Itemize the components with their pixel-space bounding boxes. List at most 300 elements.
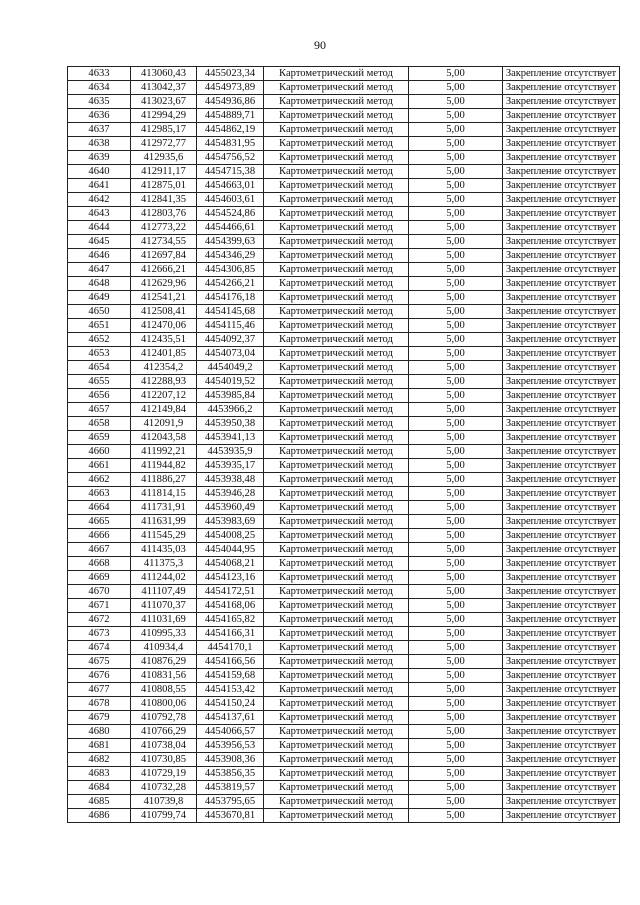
fixing-cell: Закрепление отсутствует <box>503 473 620 487</box>
method-cell: Картометрический метод <box>264 319 409 333</box>
fixing-cell: Закрепление отсутствует <box>503 613 620 627</box>
fixing-cell: Закрепление отсутствует <box>503 781 620 795</box>
table-row <box>68 683 620 697</box>
point-number-cell: 4651 <box>68 319 131 333</box>
fixing-cell: Закрепление отсутствует <box>503 459 620 473</box>
table-row <box>68 571 620 585</box>
fixing-cell: Закрепление отсутствует <box>503 319 620 333</box>
point-number-cell: 4666 <box>68 529 131 543</box>
method-cell: Картометрический метод <box>264 417 409 431</box>
y-coordinate-cell: 4454466,61 <box>197 221 264 235</box>
x-coordinate-cell: 412985,17 <box>131 123 197 137</box>
fixing-cell: Закрепление отсутствует <box>503 711 620 725</box>
method-cell: Картометрический метод <box>264 487 409 501</box>
table-row <box>68 473 620 487</box>
point-number-cell: 4667 <box>68 543 131 557</box>
accuracy-cell: 5,00 <box>409 165 503 179</box>
x-coordinate-cell: 412401,85 <box>131 347 197 361</box>
point-number-cell: 4685 <box>68 795 131 809</box>
x-coordinate-cell: 412935,6 <box>131 151 197 165</box>
x-coordinate-cell: 412911,17 <box>131 165 197 179</box>
point-number-cell: 4670 <box>68 585 131 599</box>
accuracy-cell: 5,00 <box>409 599 503 613</box>
x-coordinate-cell: 411992,21 <box>131 445 197 459</box>
method-cell: Картометрический метод <box>264 123 409 137</box>
point-number-cell: 4674 <box>68 641 131 655</box>
x-coordinate-cell: 412994,29 <box>131 109 197 123</box>
accuracy-cell: 5,00 <box>409 683 503 697</box>
y-coordinate-cell: 4454044,95 <box>197 543 264 557</box>
accuracy-cell: 5,00 <box>409 725 503 739</box>
y-coordinate-cell: 4454889,71 <box>197 109 264 123</box>
y-coordinate-cell: 4454137,61 <box>197 711 264 725</box>
x-coordinate-cell: 410831,56 <box>131 669 197 683</box>
accuracy-cell: 5,00 <box>409 529 503 543</box>
method-cell: Картометрический метод <box>264 781 409 795</box>
accuracy-cell: 5,00 <box>409 207 503 221</box>
fixing-cell: Закрепление отсутствует <box>503 753 620 767</box>
accuracy-cell: 5,00 <box>409 641 503 655</box>
x-coordinate-cell: 410799,74 <box>131 809 197 823</box>
x-coordinate-cell: 410995,33 <box>131 627 197 641</box>
table-row <box>68 515 620 529</box>
y-coordinate-cell: 4454524,86 <box>197 207 264 221</box>
method-cell: Картометрический метод <box>264 627 409 641</box>
table-row <box>68 641 620 655</box>
method-cell: Картометрический метод <box>264 697 409 711</box>
y-coordinate-cell: 4454150,24 <box>197 697 264 711</box>
coordinates-table-body <box>68 67 620 823</box>
fixing-cell: Закрепление отсутствует <box>503 193 620 207</box>
method-cell: Картометрический метод <box>264 95 409 109</box>
fixing-cell: Закрепление отсутствует <box>503 585 620 599</box>
method-cell: Картометрический метод <box>264 109 409 123</box>
y-coordinate-cell: 4454306,85 <box>197 263 264 277</box>
method-cell: Картометрический метод <box>264 221 409 235</box>
method-cell: Картометрический метод <box>264 515 409 529</box>
fixing-cell: Закрепление отсутствует <box>503 487 620 501</box>
fixing-cell: Закрепление отсутствует <box>503 403 620 417</box>
y-coordinate-cell: 4454170,1 <box>197 641 264 655</box>
fixing-cell: Закрепление отсутствует <box>503 739 620 753</box>
x-coordinate-cell: 412508,41 <box>131 305 197 319</box>
table-row <box>68 417 620 431</box>
point-number-cell: 4644 <box>68 221 131 235</box>
accuracy-cell: 5,00 <box>409 459 503 473</box>
accuracy-cell: 5,00 <box>409 347 503 361</box>
table-row <box>68 277 620 291</box>
point-number-cell: 4686 <box>68 809 131 823</box>
fixing-cell: Закрепление отсутствует <box>503 599 620 613</box>
accuracy-cell: 5,00 <box>409 109 503 123</box>
table-row <box>68 263 620 277</box>
y-coordinate-cell: 4453966,2 <box>197 403 264 417</box>
fixing-cell: Закрепление отсутствует <box>503 305 620 319</box>
method-cell: Картометрический метод <box>264 501 409 515</box>
fixing-cell: Закрепление отсутствует <box>503 81 620 95</box>
fixing-cell: Закрепление отсутствует <box>503 361 620 375</box>
method-cell: Картометрический метод <box>264 753 409 767</box>
accuracy-cell: 5,00 <box>409 319 503 333</box>
x-coordinate-cell: 411107,49 <box>131 585 197 599</box>
y-coordinate-cell: 4454073,04 <box>197 347 264 361</box>
method-cell: Картометрический метод <box>264 333 409 347</box>
x-coordinate-cell: 412972,77 <box>131 137 197 151</box>
accuracy-cell: 5,00 <box>409 305 503 319</box>
method-cell: Картометрический метод <box>264 669 409 683</box>
x-coordinate-cell: 411244,02 <box>131 571 197 585</box>
point-number-cell: 4643 <box>68 207 131 221</box>
accuracy-cell: 5,00 <box>409 739 503 753</box>
accuracy-cell: 5,00 <box>409 151 503 165</box>
table-row <box>68 333 620 347</box>
x-coordinate-cell: 412803,76 <box>131 207 197 221</box>
y-coordinate-cell: 4454166,56 <box>197 655 264 669</box>
point-number-cell: 4659 <box>68 431 131 445</box>
point-number-cell: 4639 <box>68 151 131 165</box>
point-number-cell: 4671 <box>68 599 131 613</box>
method-cell: Картометрический метод <box>264 529 409 543</box>
accuracy-cell: 5,00 <box>409 473 503 487</box>
method-cell: Картометрический метод <box>264 403 409 417</box>
accuracy-cell: 5,00 <box>409 193 503 207</box>
table-row <box>68 725 620 739</box>
x-coordinate-cell: 411070,37 <box>131 599 197 613</box>
y-coordinate-cell: 4453795,65 <box>197 795 264 809</box>
point-number-cell: 4641 <box>68 179 131 193</box>
fixing-cell: Закрепление отсутствует <box>503 641 620 655</box>
fixing-cell: Закрепление отсутствует <box>503 809 620 823</box>
fixing-cell: Закрепление отсутствует <box>503 123 620 137</box>
accuracy-cell: 5,00 <box>409 235 503 249</box>
accuracy-cell: 5,00 <box>409 417 503 431</box>
x-coordinate-cell: 412091,9 <box>131 417 197 431</box>
accuracy-cell: 5,00 <box>409 501 503 515</box>
x-coordinate-cell: 410738,04 <box>131 739 197 753</box>
x-coordinate-cell: 411435,03 <box>131 543 197 557</box>
table-row <box>68 767 620 781</box>
fixing-cell: Закрепление отсутствует <box>503 501 620 515</box>
point-number-cell: 4633 <box>68 67 131 81</box>
table-row <box>68 557 620 571</box>
point-number-cell: 4662 <box>68 473 131 487</box>
table-row <box>68 95 620 109</box>
accuracy-cell: 5,00 <box>409 781 503 795</box>
point-number-cell: 4642 <box>68 193 131 207</box>
accuracy-cell: 5,00 <box>409 711 503 725</box>
point-number-cell: 4660 <box>68 445 131 459</box>
point-number-cell: 4675 <box>68 655 131 669</box>
y-coordinate-cell: 4454068,21 <box>197 557 264 571</box>
table-row <box>68 389 620 403</box>
x-coordinate-cell: 413023,67 <box>131 95 197 109</box>
point-number-cell: 4653 <box>68 347 131 361</box>
point-number-cell: 4683 <box>68 767 131 781</box>
point-number-cell: 4654 <box>68 361 131 375</box>
method-cell: Картометрический метод <box>264 389 409 403</box>
method-cell: Картометрический метод <box>264 725 409 739</box>
y-coordinate-cell: 4454165,82 <box>197 613 264 627</box>
method-cell: Картометрический метод <box>264 767 409 781</box>
y-coordinate-cell: 4454831,95 <box>197 137 264 151</box>
accuracy-cell: 5,00 <box>409 753 503 767</box>
y-coordinate-cell: 4453935,9 <box>197 445 264 459</box>
x-coordinate-cell: 410739,8 <box>131 795 197 809</box>
x-coordinate-cell: 411631,99 <box>131 515 197 529</box>
y-coordinate-cell: 4453819,57 <box>197 781 264 795</box>
accuracy-cell: 5,00 <box>409 361 503 375</box>
point-number-cell: 4645 <box>68 235 131 249</box>
y-coordinate-cell: 4454159,68 <box>197 669 264 683</box>
y-coordinate-cell: 4454663,01 <box>197 179 264 193</box>
fixing-cell: Закрепление отсутствует <box>503 683 620 697</box>
x-coordinate-cell: 410732,28 <box>131 781 197 795</box>
y-coordinate-cell: 4453856,35 <box>197 767 264 781</box>
x-coordinate-cell: 410800,06 <box>131 697 197 711</box>
x-coordinate-cell: 412149,84 <box>131 403 197 417</box>
point-number-cell: 4663 <box>68 487 131 501</box>
y-coordinate-cell: 4454168,06 <box>197 599 264 613</box>
method-cell: Картометрический метод <box>264 655 409 669</box>
table-row <box>68 207 620 221</box>
y-coordinate-cell: 4454066,57 <box>197 725 264 739</box>
method-cell: Картометрический метод <box>264 179 409 193</box>
table-row <box>68 319 620 333</box>
fixing-cell: Закрепление отсутствует <box>503 277 620 291</box>
fixing-cell: Закрепление отсутствует <box>503 725 620 739</box>
y-coordinate-cell: 4454049,2 <box>197 361 264 375</box>
table-row <box>68 529 620 543</box>
coordinates-table <box>67 66 620 823</box>
x-coordinate-cell: 411031,69 <box>131 613 197 627</box>
method-cell: Картометрический метод <box>264 557 409 571</box>
y-coordinate-cell: 4454172,51 <box>197 585 264 599</box>
x-coordinate-cell: 411814,15 <box>131 487 197 501</box>
accuracy-cell: 5,00 <box>409 333 503 347</box>
y-coordinate-cell: 4453946,28 <box>197 487 264 501</box>
fixing-cell: Закрепление отсутствует <box>503 95 620 109</box>
x-coordinate-cell: 412043,58 <box>131 431 197 445</box>
point-number-cell: 4682 <box>68 753 131 767</box>
method-cell: Картометрический метод <box>264 739 409 753</box>
y-coordinate-cell: 4454008,25 <box>197 529 264 543</box>
fixing-cell: Закрепление отсутствует <box>503 417 620 431</box>
accuracy-cell: 5,00 <box>409 221 503 235</box>
table-row <box>68 109 620 123</box>
table-row <box>68 305 620 319</box>
y-coordinate-cell: 4454166,31 <box>197 627 264 641</box>
fixing-cell: Закрепление отсутствует <box>503 375 620 389</box>
table-row <box>68 431 620 445</box>
method-cell: Картометрический метод <box>264 263 409 277</box>
y-coordinate-cell: 4454756,52 <box>197 151 264 165</box>
y-coordinate-cell: 4454715,38 <box>197 165 264 179</box>
point-number-cell: 4650 <box>68 305 131 319</box>
x-coordinate-cell: 412773,22 <box>131 221 197 235</box>
method-cell: Картометрический метод <box>264 151 409 165</box>
fixing-cell: Закрепление отсутствует <box>503 627 620 641</box>
y-coordinate-cell: 4453908,36 <box>197 753 264 767</box>
accuracy-cell: 5,00 <box>409 613 503 627</box>
point-number-cell: 4648 <box>68 277 131 291</box>
method-cell: Картометрический метод <box>264 249 409 263</box>
point-number-cell: 4646 <box>68 249 131 263</box>
y-coordinate-cell: 4453935,17 <box>197 459 264 473</box>
y-coordinate-cell: 4454266,21 <box>197 277 264 291</box>
point-number-cell: 4681 <box>68 739 131 753</box>
table-row <box>68 249 620 263</box>
point-number-cell: 4684 <box>68 781 131 795</box>
fixing-cell: Закрепление отсутствует <box>503 165 620 179</box>
accuracy-cell: 5,00 <box>409 487 503 501</box>
x-coordinate-cell: 412629,96 <box>131 277 197 291</box>
x-coordinate-cell: 412288,93 <box>131 375 197 389</box>
table-row <box>68 193 620 207</box>
fixing-cell: Закрепление отсутствует <box>503 263 620 277</box>
x-coordinate-cell: 411731,91 <box>131 501 197 515</box>
point-number-cell: 4679 <box>68 711 131 725</box>
fixing-cell: Закрепление отсутствует <box>503 333 620 347</box>
point-number-cell: 4655 <box>68 375 131 389</box>
fixing-cell: Закрепление отсутствует <box>503 109 620 123</box>
y-coordinate-cell: 4454176,18 <box>197 291 264 305</box>
y-coordinate-cell: 4454153,42 <box>197 683 264 697</box>
y-coordinate-cell: 4454936,86 <box>197 95 264 109</box>
table-row <box>68 613 620 627</box>
y-coordinate-cell: 4453950,38 <box>197 417 264 431</box>
point-number-cell: 4665 <box>68 515 131 529</box>
fixing-cell: Закрепление отсутствует <box>503 207 620 221</box>
x-coordinate-cell: 410792,78 <box>131 711 197 725</box>
y-coordinate-cell: 4454862,19 <box>197 123 264 137</box>
table-row <box>68 123 620 137</box>
accuracy-cell: 5,00 <box>409 95 503 109</box>
accuracy-cell: 5,00 <box>409 697 503 711</box>
accuracy-cell: 5,00 <box>409 403 503 417</box>
accuracy-cell: 5,00 <box>409 585 503 599</box>
method-cell: Картометрический метод <box>264 347 409 361</box>
table-row <box>68 585 620 599</box>
fixing-cell: Закрепление отсутствует <box>503 669 620 683</box>
table-row <box>68 67 620 81</box>
x-coordinate-cell: 411545,29 <box>131 529 197 543</box>
fixing-cell: Закрепление отсутствует <box>503 529 620 543</box>
y-coordinate-cell: 4454399,63 <box>197 235 264 249</box>
y-coordinate-cell: 4453941,13 <box>197 431 264 445</box>
fixing-cell: Закрепление отсутствует <box>503 221 620 235</box>
table-row <box>68 291 620 305</box>
point-number-cell: 4661 <box>68 459 131 473</box>
table-row <box>68 753 620 767</box>
method-cell: Картометрический метод <box>264 641 409 655</box>
table-row <box>68 347 620 361</box>
fixing-cell: Закрепление отсутствует <box>503 767 620 781</box>
accuracy-cell: 5,00 <box>409 81 503 95</box>
method-cell: Картометрический метод <box>264 207 409 221</box>
fixing-cell: Закрепление отсутствует <box>503 291 620 305</box>
fixing-cell: Закрепление отсутствует <box>503 543 620 557</box>
table-row <box>68 739 620 753</box>
method-cell: Картометрический метод <box>264 137 409 151</box>
x-coordinate-cell: 412734,55 <box>131 235 197 249</box>
x-coordinate-cell: 411886,27 <box>131 473 197 487</box>
point-number-cell: 4676 <box>68 669 131 683</box>
table-row <box>68 655 620 669</box>
x-coordinate-cell: 412697,84 <box>131 249 197 263</box>
accuracy-cell: 5,00 <box>409 627 503 641</box>
y-coordinate-cell: 4454346,29 <box>197 249 264 263</box>
accuracy-cell: 5,00 <box>409 515 503 529</box>
y-coordinate-cell: 4454123,16 <box>197 571 264 585</box>
table-row <box>68 697 620 711</box>
y-coordinate-cell: 4454092,37 <box>197 333 264 347</box>
accuracy-cell: 5,00 <box>409 767 503 781</box>
point-number-cell: 4669 <box>68 571 131 585</box>
table-row <box>68 459 620 473</box>
point-number-cell: 4637 <box>68 123 131 137</box>
accuracy-cell: 5,00 <box>409 263 503 277</box>
x-coordinate-cell: 410876,29 <box>131 655 197 669</box>
method-cell: Картометрический метод <box>264 305 409 319</box>
accuracy-cell: 5,00 <box>409 291 503 305</box>
method-cell: Картометрический метод <box>264 277 409 291</box>
point-number-cell: 4678 <box>68 697 131 711</box>
x-coordinate-cell: 412354,2 <box>131 361 197 375</box>
table-row <box>68 221 620 235</box>
method-cell: Картометрический метод <box>264 165 409 179</box>
x-coordinate-cell: 412875,01 <box>131 179 197 193</box>
accuracy-cell: 5,00 <box>409 557 503 571</box>
table-row <box>68 235 620 249</box>
y-coordinate-cell: 4453960,49 <box>197 501 264 515</box>
x-coordinate-cell: 412841,35 <box>131 193 197 207</box>
y-coordinate-cell: 4453956,53 <box>197 739 264 753</box>
accuracy-cell: 5,00 <box>409 431 503 445</box>
point-number-cell: 4638 <box>68 137 131 151</box>
x-coordinate-cell: 411375,3 <box>131 557 197 571</box>
fixing-cell: Закрепление отсутствует <box>503 235 620 249</box>
point-number-cell: 4658 <box>68 417 131 431</box>
fixing-cell: Закрепление отсутствует <box>503 347 620 361</box>
fixing-cell: Закрепление отсутствует <box>503 571 620 585</box>
point-number-cell: 4677 <box>68 683 131 697</box>
y-coordinate-cell: 4453938,48 <box>197 473 264 487</box>
y-coordinate-cell: 4454603,61 <box>197 193 264 207</box>
y-coordinate-cell: 4454115,46 <box>197 319 264 333</box>
fixing-cell: Закрепление отсутствует <box>503 697 620 711</box>
method-cell: Картометрический метод <box>264 599 409 613</box>
accuracy-cell: 5,00 <box>409 249 503 263</box>
fixing-cell: Закрепление отсутствует <box>503 151 620 165</box>
x-coordinate-cell: 410730,85 <box>131 753 197 767</box>
accuracy-cell: 5,00 <box>409 277 503 291</box>
table-row <box>68 445 620 459</box>
point-number-cell: 4640 <box>68 165 131 179</box>
x-coordinate-cell: 410934,4 <box>131 641 197 655</box>
point-number-cell: 4657 <box>68 403 131 417</box>
fixing-cell: Закрепление отсутствует <box>503 557 620 571</box>
x-coordinate-cell: 412435,51 <box>131 333 197 347</box>
method-cell: Картометрический метод <box>264 585 409 599</box>
fixing-cell: Закрепление отсутствует <box>503 445 620 459</box>
method-cell: Картометрический метод <box>264 235 409 249</box>
accuracy-cell: 5,00 <box>409 179 503 193</box>
table-row <box>68 403 620 417</box>
method-cell: Картометрический метод <box>264 445 409 459</box>
method-cell: Картометрический метод <box>264 431 409 445</box>
table-row <box>68 795 620 809</box>
fixing-cell: Закрепление отсутствует <box>503 67 620 81</box>
